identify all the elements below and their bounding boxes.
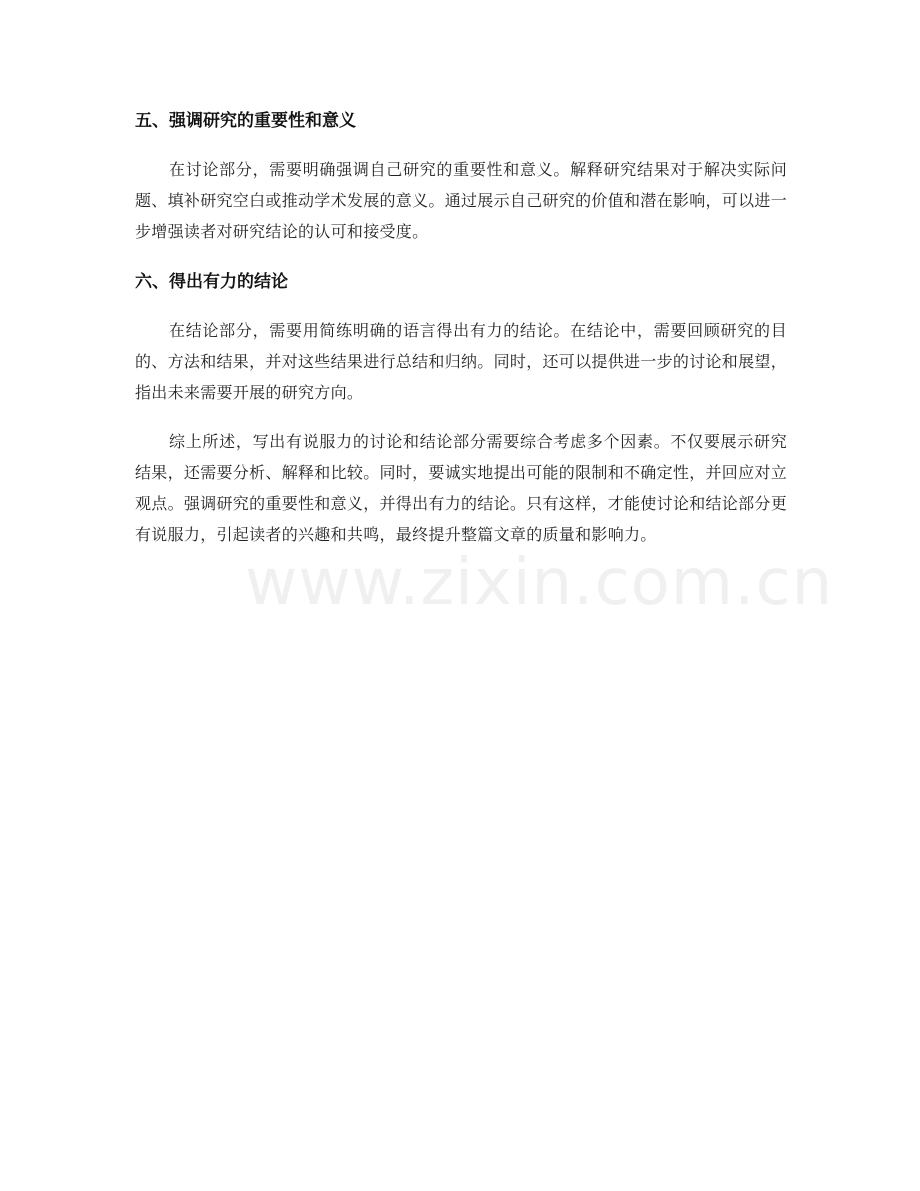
section-6-paragraph: 在结论部分，需要用简练明确的语言得出有力的结论。在结论中，需要回顾研究的目的、方法和结果，并对这些结果进行总结和归纳。同时，还可以提供进一步的讨论和展望，指出未来需要开展的研究方向。 <box>135 321 788 402</box>
document-body <box>135 105 787 550</box>
section-heading-5: 五、强调研究的重要性和意义 <box>135 111 356 131</box>
watermark-text: www.zixin.com.cn <box>245 546 834 620</box>
section-heading-6: 六、得出有力的结论 <box>135 272 288 292</box>
section-5-paragraph: 在讨论部分，需要明确强调自己研究的重要性和意义。解释研究结果对于解决实际问题、填补研究空白或推动学术发展的意义。通过展示自己研究的价值和潜在影响，可以进一步增强读者对研究结论的认可和接受度。 <box>135 160 788 241</box>
summary-paragraph: 综上所述，写出有说服力的讨论和结论部分需要综合考虑多个因素。不仅要展示研究结果，还需要分析、解释和比较。同时，要诚实地提出可能的限制和不确定性，并回应对立观点。强调研究的重要性和意义，并得出有力的结论。只有这样，才能使讨论和结论部分更有说服力，引起读者的兴趣和共鸣，最终提升整篇文章的质量和影响力。 <box>135 432 788 544</box>
